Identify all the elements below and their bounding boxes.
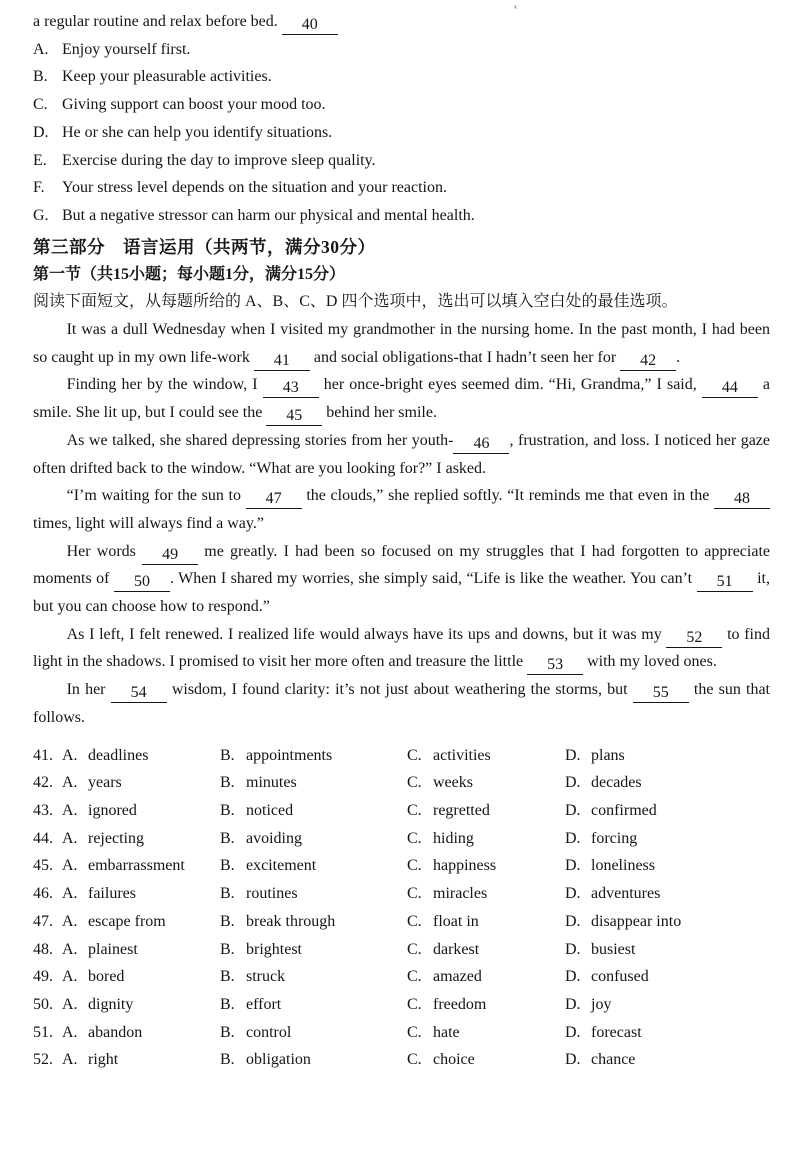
option-letter: E. bbox=[33, 151, 47, 169]
option-text: excitement bbox=[246, 857, 317, 875]
question-row bbox=[33, 797, 770, 825]
question-option bbox=[62, 936, 220, 964]
passage-text: a regular routine and relax before bed. bbox=[33, 13, 282, 30]
option-text: deadlines bbox=[88, 746, 149, 764]
cloze-blank: 53 bbox=[527, 655, 583, 675]
option-letter: C. bbox=[407, 885, 422, 903]
option-letter: A. bbox=[62, 746, 78, 764]
option-text: right bbox=[88, 1051, 119, 1069]
passage-text: the sun that follows. bbox=[33, 681, 770, 726]
option-letter: D. bbox=[565, 1023, 581, 1041]
question-option bbox=[62, 797, 220, 825]
option-text: dignity bbox=[88, 995, 134, 1013]
question-option bbox=[407, 797, 565, 825]
gap-option-item bbox=[33, 91, 770, 119]
option-letter: B. bbox=[220, 1051, 235, 1069]
question-option bbox=[565, 1019, 770, 1047]
option-text: weeks bbox=[433, 774, 473, 792]
passage-text: As we talked, she shared depressing stories from her youth- bbox=[66, 431, 454, 449]
option-text: confirmed bbox=[591, 801, 657, 819]
option-letter: D. bbox=[565, 801, 581, 819]
question-option bbox=[565, 936, 770, 964]
question-option bbox=[62, 908, 220, 936]
option-letter: C. bbox=[407, 940, 422, 958]
question-number: 41. bbox=[33, 746, 53, 764]
option-text: forcing bbox=[591, 829, 638, 847]
question-number: 48. bbox=[33, 940, 53, 958]
question-option bbox=[62, 1019, 220, 1047]
option-text: rejecting bbox=[88, 829, 144, 847]
question-row bbox=[33, 880, 770, 908]
option-text: Exercise during the day to improve sleep quality. bbox=[62, 151, 376, 169]
question-option bbox=[407, 963, 565, 991]
gap-option-item bbox=[33, 63, 770, 91]
question-option bbox=[62, 825, 220, 853]
question-option bbox=[220, 797, 407, 825]
question-option bbox=[220, 963, 407, 991]
questions-table bbox=[33, 742, 770, 1074]
option-text: failures bbox=[88, 885, 136, 903]
option-letter: C. bbox=[407, 857, 422, 875]
cloze-blank: 50 bbox=[114, 572, 170, 592]
option-text: brightest bbox=[246, 940, 302, 958]
passage-paragraph bbox=[33, 316, 770, 371]
option-letter: C. bbox=[407, 746, 422, 764]
cloze-blank: 41 bbox=[254, 351, 310, 371]
question-option bbox=[565, 991, 770, 1019]
option-text: confused bbox=[591, 968, 649, 986]
option-letter: B. bbox=[220, 940, 235, 958]
option-letter: B. bbox=[220, 912, 235, 930]
question-option bbox=[407, 880, 565, 908]
passage-paragraph bbox=[33, 482, 770, 537]
question-option bbox=[565, 742, 770, 770]
option-letter: A. bbox=[62, 968, 78, 986]
question-option bbox=[407, 936, 565, 964]
gap-option-item bbox=[33, 174, 770, 202]
question-option bbox=[220, 769, 407, 797]
passage-text: Finding her by the window, I bbox=[66, 376, 263, 394]
question-option bbox=[407, 1046, 565, 1074]
question-option bbox=[220, 991, 407, 1019]
question-option bbox=[407, 769, 565, 797]
passage-text: with my loved ones. bbox=[583, 653, 717, 671]
question-row bbox=[33, 769, 770, 797]
passage-text: a smile. She lit up, but I could see the bbox=[33, 376, 771, 422]
option-text: amazed bbox=[433, 968, 482, 986]
question-option bbox=[220, 742, 407, 770]
question-option bbox=[62, 963, 220, 991]
question-option bbox=[407, 908, 565, 936]
option-letter: C. bbox=[407, 912, 422, 930]
cloze-blank: 44 bbox=[702, 378, 758, 398]
passage-text: behind her smile. bbox=[322, 404, 437, 422]
option-letter: F. bbox=[33, 179, 45, 197]
question-row bbox=[33, 825, 770, 853]
option-letter: A. bbox=[62, 1051, 78, 1069]
question-option bbox=[62, 742, 220, 770]
option-text: minutes bbox=[246, 774, 297, 792]
question-option bbox=[220, 1019, 407, 1047]
option-text: abandon bbox=[88, 1023, 143, 1041]
option-letter: B. bbox=[220, 774, 235, 792]
question-option bbox=[220, 825, 407, 853]
option-letter: D. bbox=[565, 857, 581, 875]
option-text: hate bbox=[433, 1023, 460, 1041]
question-option bbox=[565, 797, 770, 825]
question-number: 43. bbox=[33, 801, 53, 819]
option-letter: B. bbox=[220, 885, 235, 903]
option-letter: B. bbox=[220, 746, 235, 764]
question-row bbox=[33, 852, 770, 880]
option-text: Enjoy yourself first. bbox=[62, 40, 191, 58]
option-letter: D. bbox=[565, 940, 581, 958]
question-row bbox=[33, 963, 770, 991]
option-letter: G. bbox=[33, 206, 49, 224]
option-text: activities bbox=[433, 746, 491, 764]
question-number: 46. bbox=[33, 885, 53, 903]
option-letter: D. bbox=[565, 829, 581, 847]
passage-text: In her bbox=[66, 681, 111, 699]
question-number: 51. bbox=[33, 1023, 53, 1041]
option-text: ignored bbox=[88, 801, 137, 819]
question-option bbox=[407, 1019, 565, 1047]
option-letter: C. bbox=[407, 968, 422, 986]
option-letter: B. bbox=[220, 801, 235, 819]
option-text: avoiding bbox=[246, 829, 302, 847]
cloze-blank: 52 bbox=[666, 628, 722, 648]
passage-paragraph bbox=[33, 676, 770, 731]
cloze-blank: 40 bbox=[282, 15, 338, 35]
passage-text: . bbox=[676, 348, 681, 366]
question-number: 42. bbox=[33, 774, 53, 792]
question-option bbox=[565, 769, 770, 797]
option-letter: C. bbox=[407, 1051, 422, 1069]
option-letter: B. bbox=[220, 968, 235, 986]
option-text: disappear into bbox=[591, 912, 682, 930]
option-text: loneliness bbox=[591, 857, 655, 875]
question-option bbox=[565, 825, 770, 853]
cloze-blank: 42 bbox=[620, 351, 676, 371]
passage-paragraph bbox=[33, 427, 770, 482]
option-letter: D. bbox=[565, 968, 581, 986]
option-text: decades bbox=[591, 774, 642, 792]
cloze-blank: 55 bbox=[633, 683, 689, 703]
question-row bbox=[33, 1019, 770, 1047]
question-option bbox=[407, 852, 565, 880]
option-letter: B. bbox=[220, 829, 235, 847]
option-text: break through bbox=[246, 912, 336, 930]
question-row bbox=[33, 908, 770, 936]
instruction-line: 阅读下面短文，从每题所给的 A、B、C、D 四个选项中，选出可以填入空白处的最佳选项。 bbox=[33, 293, 678, 311]
passage-paragraph bbox=[33, 371, 770, 426]
option-text: adventures bbox=[591, 885, 661, 903]
passage-text: . When I shared my worries, she simply said, “Life is like the weather. You can’t bbox=[169, 570, 697, 588]
option-letter: A. bbox=[62, 1023, 78, 1041]
passage-text: and social obligations-that I hadn’t seen her for bbox=[309, 348, 621, 366]
option-text: obligation bbox=[246, 1051, 311, 1069]
passage-paragraph bbox=[33, 621, 770, 676]
cloze-blank: 54 bbox=[111, 683, 167, 703]
cloze-blank: 48 bbox=[714, 489, 770, 509]
question-number: 50. bbox=[33, 995, 53, 1013]
cloze-blank: 47 bbox=[246, 489, 302, 509]
option-letter: D. bbox=[565, 912, 581, 930]
option-text: miracles bbox=[433, 885, 488, 903]
option-letter: B. bbox=[33, 68, 48, 86]
option-letter: A. bbox=[62, 995, 78, 1013]
option-text: plans bbox=[591, 746, 625, 764]
option-text: effort bbox=[246, 995, 282, 1013]
question-option bbox=[62, 769, 220, 797]
question-row bbox=[33, 742, 770, 770]
part-heading: 第三部分 语言运用（共两节，满分30分） bbox=[33, 236, 376, 257]
question-option bbox=[565, 908, 770, 936]
option-letter: D. bbox=[565, 1051, 581, 1069]
option-text: joy bbox=[591, 995, 612, 1013]
question-option bbox=[565, 880, 770, 908]
option-letter: C. bbox=[33, 96, 48, 114]
question-option bbox=[220, 880, 407, 908]
option-letter: A. bbox=[62, 912, 78, 930]
question-option bbox=[407, 742, 565, 770]
stray-mark: ˣ bbox=[514, 3, 517, 14]
option-letter: D. bbox=[565, 995, 581, 1013]
question-number: 45. bbox=[33, 857, 53, 875]
option-text: routines bbox=[246, 885, 298, 903]
cloze-blank: 43 bbox=[263, 378, 319, 398]
passage-text: wisdom, I found clarity: it’s not just about weathering the storms, but bbox=[166, 681, 633, 699]
option-text: happiness bbox=[433, 857, 497, 875]
option-letter: C. bbox=[407, 774, 422, 792]
question-number: 52. bbox=[33, 1051, 53, 1069]
option-text: chance bbox=[591, 1051, 636, 1069]
passage-text: me greatly. I had been so focused on my struggles that I had forgotten to appreciate moments of bbox=[33, 542, 771, 588]
option-letter: C. bbox=[407, 829, 422, 847]
option-letter: A. bbox=[62, 774, 78, 792]
option-text: Keep your pleasurable activities. bbox=[62, 68, 272, 86]
option-letter: D. bbox=[565, 885, 581, 903]
cloze-blank: 49 bbox=[142, 545, 198, 565]
question-option bbox=[407, 825, 565, 853]
option-letter: D. bbox=[565, 774, 581, 792]
gap-options-list bbox=[33, 36, 770, 230]
question-option bbox=[62, 852, 220, 880]
passage-text: As I left, I felt renewed. I realized life would always have its ups and downs, but it was my bbox=[66, 625, 667, 643]
cloze-blank: 45 bbox=[266, 406, 322, 426]
question-option bbox=[407, 991, 565, 1019]
passage-text: her once-bright eyes seemed dim. “Hi, Grandma,” I said, bbox=[318, 376, 702, 394]
option-letter: A. bbox=[62, 885, 78, 903]
option-text: appointments bbox=[246, 746, 333, 764]
question-number: 47. bbox=[33, 912, 53, 930]
option-text: noticed bbox=[246, 801, 294, 819]
option-text: years bbox=[88, 774, 122, 792]
option-letter: D. bbox=[33, 123, 49, 141]
question-option bbox=[565, 1046, 770, 1074]
question-option bbox=[62, 991, 220, 1019]
option-letter: A. bbox=[62, 829, 78, 847]
passage-text: to find light in the shadows. I promised to visit her more often and treasure the little bbox=[33, 625, 770, 671]
option-text: plainest bbox=[88, 940, 138, 958]
gap-option-item bbox=[33, 119, 770, 147]
option-text: choice bbox=[433, 1051, 475, 1069]
option-letter: B. bbox=[220, 995, 235, 1013]
option-letter: A. bbox=[62, 801, 78, 819]
passage-text: , frustration, and loss. I noticed her gaze often drifted back to the window. “What are you looking for?” I asked. bbox=[33, 431, 770, 477]
option-text: freedom bbox=[433, 995, 487, 1013]
question-number: 49. bbox=[33, 968, 53, 986]
option-text: embarrassment bbox=[88, 857, 185, 875]
option-text: struck bbox=[246, 968, 286, 986]
passage-text: “I’m waiting for the sun to bbox=[66, 487, 246, 505]
option-text: busiest bbox=[591, 940, 636, 958]
question-option bbox=[220, 1046, 407, 1074]
cloze-passage bbox=[33, 316, 770, 732]
option-text: Your stress level depends on the situation and your reaction. bbox=[62, 179, 447, 197]
question-option bbox=[565, 852, 770, 880]
option-letter: D. bbox=[565, 746, 581, 764]
cloze-blank: 46 bbox=[453, 434, 509, 454]
option-text: Giving support can boost your mood too. bbox=[62, 96, 326, 114]
option-text: He or she can help you identify situations. bbox=[62, 123, 333, 141]
carryover-line bbox=[33, 8, 770, 36]
option-text: control bbox=[246, 1023, 292, 1041]
question-row bbox=[33, 936, 770, 964]
option-letter: B. bbox=[220, 857, 235, 875]
option-text: But a negative stressor can harm our physical and mental health. bbox=[62, 206, 475, 224]
passage-text: Her words bbox=[66, 542, 143, 560]
question-option bbox=[565, 963, 770, 991]
passage-text: It was a dull Wednesday when I visited my grandmother in the nursing home. In the past month, I had been so caught up in my own life-work bbox=[33, 321, 770, 366]
node-heading: 第一节（共15小题；每小题1分，满分15分） bbox=[33, 265, 346, 283]
option-text: float in bbox=[433, 912, 479, 930]
option-letter: A. bbox=[62, 940, 78, 958]
option-letter: C. bbox=[407, 801, 422, 819]
question-number: 44. bbox=[33, 829, 53, 847]
option-text: forecast bbox=[591, 1023, 642, 1041]
option-letter: C. bbox=[407, 1023, 422, 1041]
gap-option-item bbox=[33, 147, 770, 175]
question-option bbox=[220, 908, 407, 936]
question-row bbox=[33, 1046, 770, 1074]
option-text: escape from bbox=[88, 912, 166, 930]
gap-option-item bbox=[33, 36, 770, 64]
passage-paragraph bbox=[33, 538, 770, 621]
option-text: bored bbox=[88, 968, 125, 986]
option-text: darkest bbox=[433, 940, 480, 958]
option-text: hiding bbox=[433, 829, 474, 847]
question-option bbox=[62, 880, 220, 908]
question-row bbox=[33, 991, 770, 1019]
passage-text: it, but you can choose how to respond.” bbox=[33, 570, 771, 616]
gap-option-item bbox=[33, 202, 770, 230]
option-text: regretted bbox=[433, 801, 490, 819]
passage-text: times, light will always find a way.” bbox=[33, 514, 264, 532]
option-letter: A. bbox=[62, 857, 78, 875]
option-letter: B. bbox=[220, 1023, 235, 1041]
option-letter: C. bbox=[407, 995, 422, 1013]
passage-text: the clouds,” she replied softly. “It reminds me that even in the bbox=[301, 487, 715, 505]
question-option bbox=[220, 936, 407, 964]
option-letter: A. bbox=[33, 40, 49, 58]
question-option bbox=[220, 852, 407, 880]
question-option bbox=[62, 1046, 220, 1074]
cloze-blank: 51 bbox=[697, 572, 753, 592]
